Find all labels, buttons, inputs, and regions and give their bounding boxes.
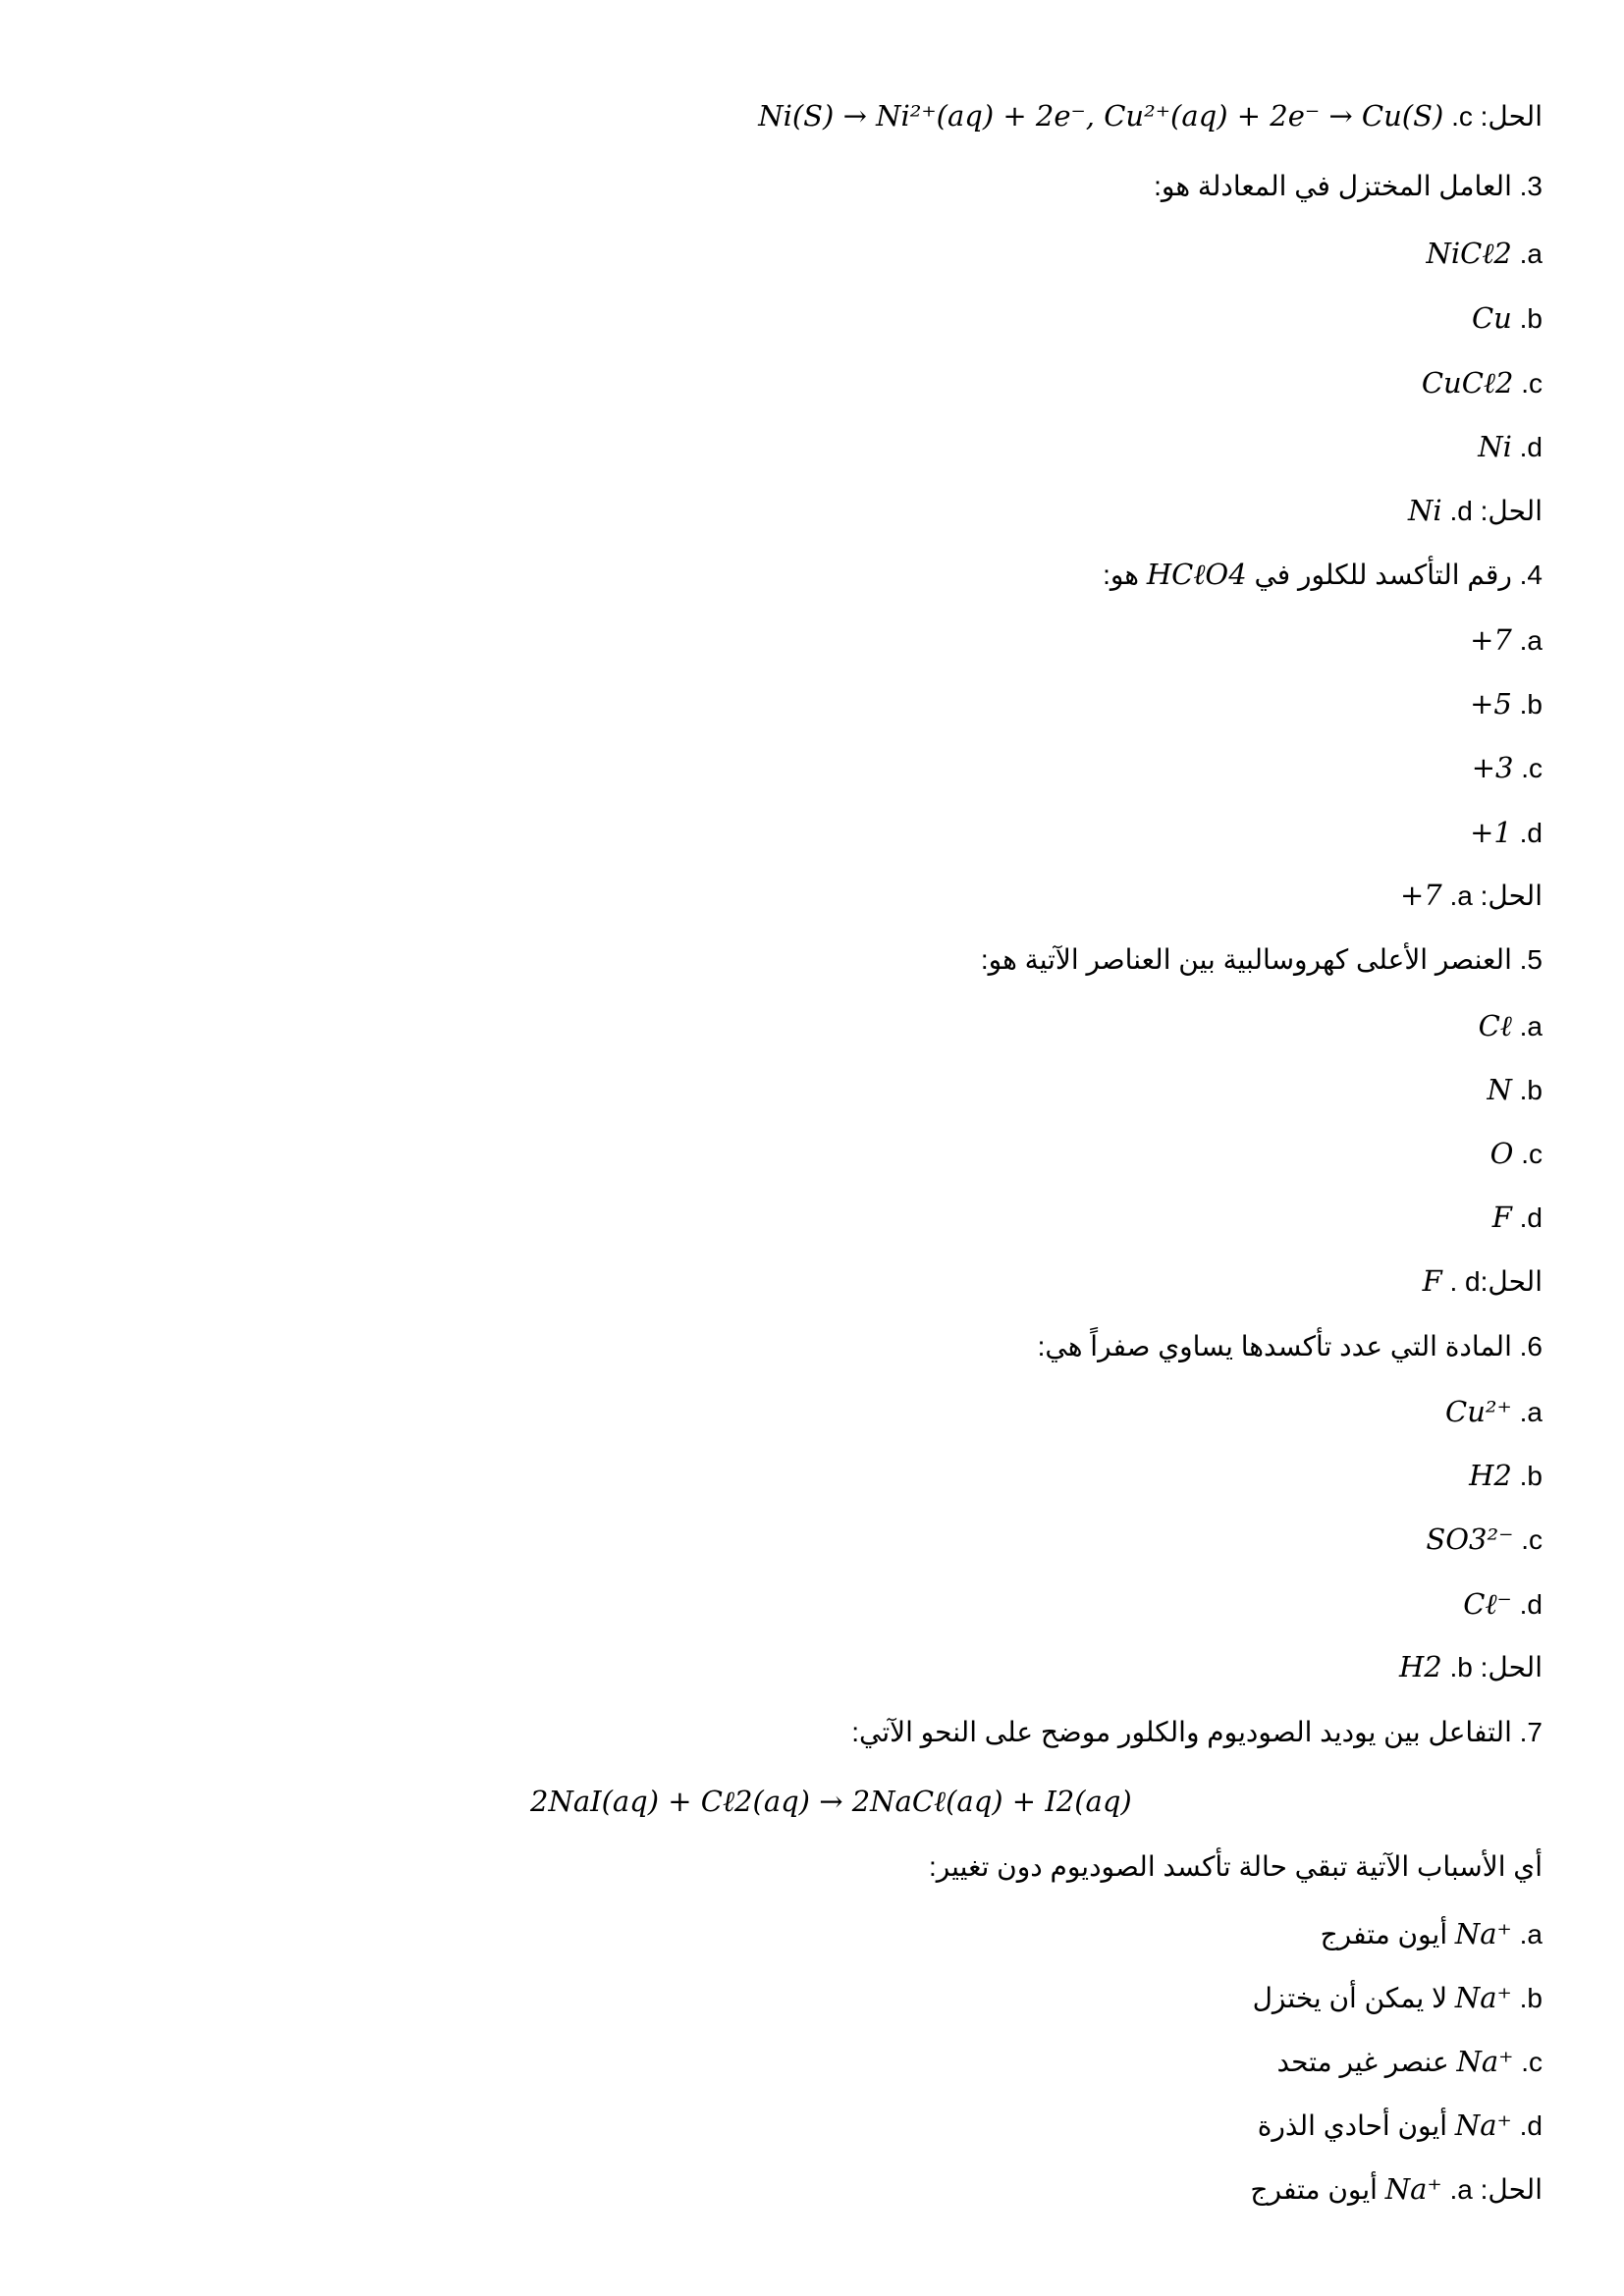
option-text: أيون أحادي الذرة [1257,2110,1448,2141]
question-4 [1103,555,1543,595]
option-4d [1470,813,1543,853]
option-tag: d. [1519,1589,1543,1620]
math-expression: Cℓ [1478,1009,1512,1042]
option-tag: c. [1521,1139,1543,1169]
option-text: أيون متفرج [1320,1919,1448,1949]
option-tag: a. [1519,1011,1543,1041]
math-expression: CuCℓ2 [1421,366,1514,400]
option-6d [1463,1584,1543,1625]
math-expression: Ni [1408,494,1442,527]
answer-tag: الحل: b. [1449,1652,1543,1682]
answer-line-q5 [1423,1261,1543,1302]
question-6 [1038,1327,1543,1366]
option-text: لا يمكن أن يختزل [1252,1983,1448,2013]
question-7-prompt [929,1847,1543,1887]
question-text-end: هو: [1103,560,1140,590]
option-tag: c. [1521,1524,1543,1555]
option-6b [1469,1456,1543,1496]
math-expression: Na⁺ [1384,2172,1442,2206]
answer-tag: الحل: c. [1451,101,1543,132]
option-tag: a. [1519,239,1543,269]
answer-tag: الحل: a. [1449,881,1543,911]
option-tag: a. [1519,625,1543,656]
question-5 [981,940,1543,980]
math-expression: F [1491,1201,1512,1234]
option-tag: d. [1519,432,1543,462]
option-tag: b. [1519,1461,1543,1491]
math-expression: +3 [1471,751,1514,784]
math-expression: Cu²⁺ [1445,1395,1512,1428]
answer-tag: الحل: a. [1449,2174,1543,2205]
option-5c [1490,1134,1543,1174]
math-expression: HCℓO4 [1146,558,1247,591]
question-7 [851,1713,1543,1752]
option-tag: b. [1519,303,1543,334]
math-expression: 2NaI(aq) + Cℓ2(aq) → 2NaCℓ(aq) + I2(aq) [530,1785,1132,1818]
option-text: عنصر غير متحد [1276,2047,1449,2077]
question-text: 7. التفاعل بين يوديد الصوديوم والكلور موضح على النحو الآتي: [851,1717,1543,1747]
math-expression: Cu [1471,301,1512,335]
question-text: 6. المادة التي عدد تأكسدها يساوي صفراً هي: [1037,1331,1543,1362]
math-expression: H2 [1398,1650,1442,1683]
question-text: 4. رقم التأكسد للكلور في [1254,560,1543,590]
option-3b [1472,298,1543,339]
math-expression: Na⁺ [1454,1917,1512,1950]
option-3a [1426,234,1543,274]
option-tag: c. [1521,753,1543,783]
option-7d [1258,2106,1543,2146]
answer-line-q4 [1400,876,1543,916]
option-tag: b. [1519,1075,1543,1105]
option-6a [1445,1392,1543,1432]
answer-line-q2 [758,96,1543,136]
answer-line-q6 [1399,1647,1543,1687]
math-expression: +7 [1470,623,1512,657]
math-expression: Ni(S) → Ni²⁺(aq) + 2e⁻, Cu²⁺(aq) + 2e⁻ → Cu(S) [758,99,1444,133]
math-expression: Na⁺ [1456,2045,1514,2078]
math-expression: Na⁺ [1454,2109,1512,2142]
option-tag: c. [1521,368,1543,399]
option-7b [1253,1978,1543,2018]
math-expression: H2 [1469,1459,1512,1492]
option-3d [1478,427,1543,467]
option-4a [1470,620,1543,661]
option-tag: a. [1519,1397,1543,1427]
option-4c [1472,748,1543,788]
math-expression: NiCℓ2 [1426,237,1512,270]
question-text: 3. العامل المختزل في المعادلة هو: [1154,171,1543,201]
answer-tag: الحل:d . [1449,1266,1543,1297]
option-5b [1487,1070,1543,1110]
option-6c [1426,1520,1543,1560]
option-5a [1479,1006,1543,1046]
option-tag: d. [1519,2110,1543,2141]
math-expression: Ni [1478,430,1512,463]
option-tag: b. [1519,689,1543,720]
math-expression: N [1487,1073,1512,1106]
question-text: 5. العنصر الأعلى كهروسالبية بين العناصر الآتية هو: [980,944,1543,975]
option-tag: a. [1519,1919,1543,1949]
math-expression: O [1489,1137,1514,1170]
math-expression: F [1422,1264,1442,1298]
option-7c [1276,2042,1543,2082]
math-expression: Na⁺ [1454,1981,1512,2014]
option-4b [1470,684,1543,724]
answer-line-q3 [1408,491,1543,531]
reaction-equation [530,1782,1132,1822]
option-tag: b. [1519,1983,1543,2013]
answer-tag: الحل: d. [1449,496,1543,526]
math-expression: Cℓ⁻ [1463,1587,1512,1621]
math-expression: +7 [1399,879,1442,912]
question-3 [1154,167,1543,206]
math-expression: +1 [1470,816,1512,849]
option-tag: c. [1521,2047,1543,2077]
answer-line-q7 [1250,2169,1543,2210]
math-expression: SO3²⁻ [1426,1522,1514,1556]
answer-text: أيون متفرج [1250,2174,1378,2205]
option-3c [1422,363,1543,403]
question-text: أي الأسباب الآتية تبقي حالة تأكسد الصوديوم دون تغيير: [928,1851,1543,1882]
option-5d [1492,1198,1543,1238]
math-expression: +5 [1470,687,1512,721]
option-7a [1321,1914,1543,1954]
option-tag: d. [1519,818,1543,848]
option-tag: d. [1519,1202,1543,1233]
